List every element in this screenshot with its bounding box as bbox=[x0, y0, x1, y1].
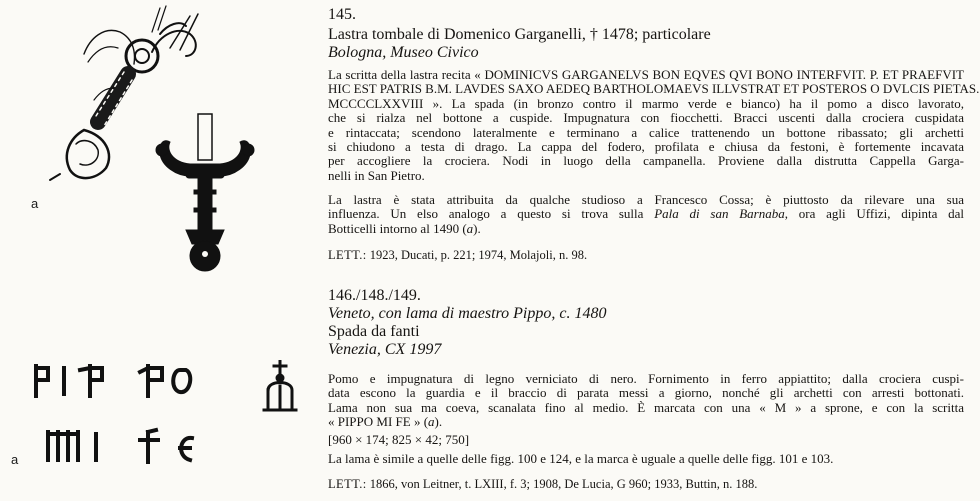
figure-label-bottom: a bbox=[11, 452, 19, 467]
text-line: Pomo e impugnatura di legno verniciato di nero. Fornimento in ferro appiattito; dalla crociera cuspi- bbox=[328, 371, 964, 386]
text-line: si chiudono a testa di drago. La cappa del fodero, profilata e chiusa da festoni, è fortemente incavata bbox=[328, 139, 964, 155]
lett-text: 1923, Ducati, p. 221; 1974, Molajoli, n. 98. bbox=[366, 248, 588, 262]
text-line: nelli in San Pietro. bbox=[328, 167, 425, 183]
entry-146-comparison: La lama è simile a quelle delle figg. 100 e 124, e la marca è uguale a quelle delle figg. 101 e 103. bbox=[328, 451, 834, 466]
entry-145-description bbox=[328, 67, 980, 183]
text-line: HIC EST PATRIS B.M. LAVDES SAXO AEDEQ BARTHOLOMAEVS ILLVSTRAT ET POSTEROS O DVLCIS PIETAS. bbox=[328, 81, 980, 97]
text-fragment: , ora agli Uffizi, dipinta dal bbox=[784, 206, 964, 222]
entry-146-literature bbox=[328, 477, 757, 491]
entry-146-origin: Veneto, con lama di maestro Pippo, c. 1480 bbox=[328, 305, 607, 322]
text-line: MCCCCLXXVIII ». La spada (in bronzo contro il marmo verde e bianco) ha il pomo a disco lavorato, bbox=[328, 95, 964, 111]
entry-146-measures: [960 × 174; 825 × 42; 750] bbox=[328, 432, 470, 447]
text-line: e rintaccata; scendono lateralmente e terminano a calice trattenendo un bottone ribassato; gli archetti bbox=[328, 124, 964, 140]
entry-145-attribution bbox=[328, 193, 964, 236]
text-fragment: influenza. Un elso analogo a questo si trova sulla bbox=[328, 206, 655, 222]
entry-146-location: Venezia, CX 1997 bbox=[328, 341, 442, 358]
entry-145-location: Bologna, Museo Civico bbox=[328, 44, 479, 61]
entry-145-title: Lastra tombale di Domenico Garganelli, † 1478; particolare bbox=[328, 26, 711, 43]
text-line bbox=[328, 222, 964, 236]
text-fragment: ). bbox=[473, 220, 481, 236]
illustrations-column bbox=[0, 0, 320, 501]
text-line: data escono la guardia e il braccio di parata messi a giorno, nonché gli archetti con arresti bottonati. bbox=[328, 385, 964, 401]
text-fragment: « PIPPO MI FE » ( bbox=[328, 414, 429, 430]
text-line bbox=[328, 415, 964, 429]
blade-inscription-drawing bbox=[30, 360, 300, 470]
text-line bbox=[328, 207, 964, 221]
text-line: La scritta della lastra recita « DOMINICVS GARGANELVS BON EQVES QVI BONO INTERFVIT. P. ET PRAEFVIT bbox=[328, 67, 964, 82]
text-fragment: Botticelli intorno al 1490 ( bbox=[328, 220, 467, 236]
figure-label-top: a bbox=[31, 196, 39, 211]
entry-145-literature bbox=[328, 248, 587, 262]
lett-text: 1866, von Leitner, t. LXIII, f. 3; 1908, De Lucia, G 960; 1933, Buttin, n. 188. bbox=[366, 477, 758, 491]
lett-label: LETT.: bbox=[328, 248, 367, 262]
entry-146-description bbox=[328, 372, 964, 430]
text-line: che si rialza nel bottone a cuspide. Impugnatura con fiocchetti. Bracci uscenti dalla crociera cuspidata bbox=[328, 110, 964, 126]
text-fragment: ). bbox=[434, 414, 443, 430]
text-line: La lastra è stata attribuita da qualche studioso a Francesco Cossa; è piuttosto da rilevare una sua bbox=[328, 192, 964, 207]
text-line: per accogliere la crociera. Nodi in luogo della campanella. Proviene dalla distrutta Cappella Garga- bbox=[328, 153, 964, 169]
entry-146-number: 146./148./149. bbox=[328, 287, 421, 304]
entry-146-title: Spada da fanti bbox=[328, 323, 420, 340]
sword-hilt-drawing bbox=[40, 4, 280, 276]
text-line: Lama non sua ma coeva, scanalata fino al medio. È marcata con una « M » a sprone, e con la scritta bbox=[328, 399, 964, 415]
figure-ref: a bbox=[466, 220, 474, 236]
lett-label: LETT.: bbox=[328, 477, 367, 491]
entry-145-number: 145. bbox=[328, 6, 356, 23]
painting-title: Pala di san Barnaba bbox=[654, 206, 785, 222]
figure-ref: a bbox=[428, 414, 435, 430]
